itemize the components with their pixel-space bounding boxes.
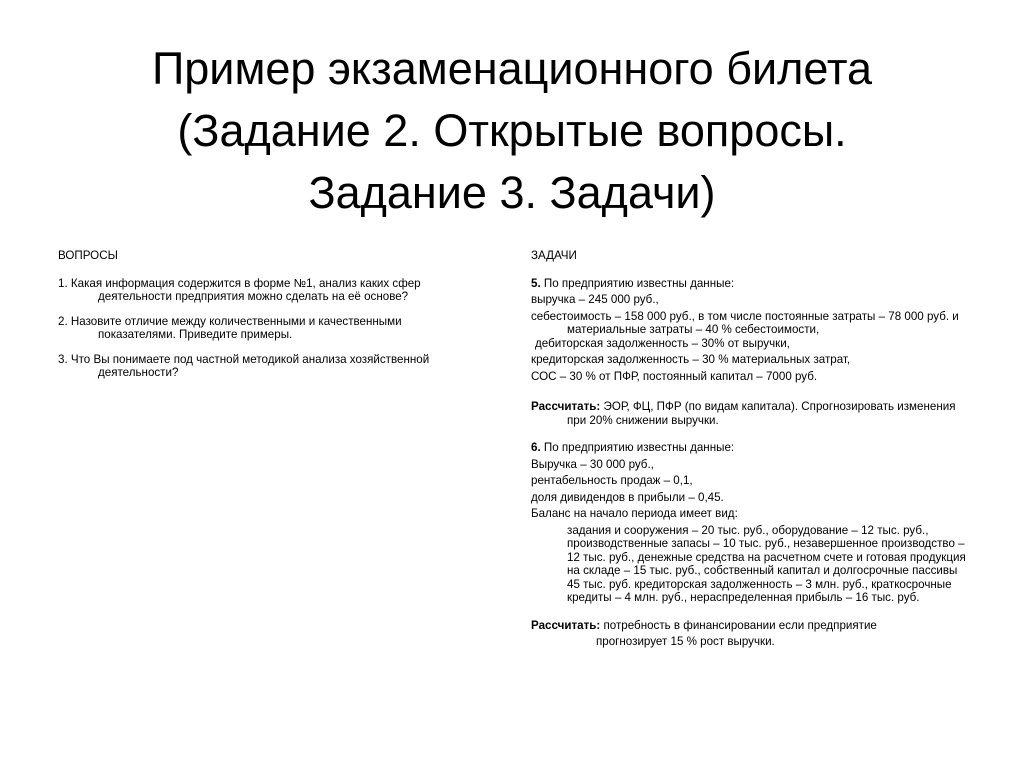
task-5-line: кредиторская задолженность – 30 % материальных затрат, [531,353,851,366]
tasks-column [531,249,971,649]
tasks-header: ЗАДАЧИ [531,249,577,262]
title-line-3: Задание 3. Задачи) [308,167,716,218]
task-5-number: 5. [531,276,541,290]
task-5-calc [531,400,971,427]
task-5-calc-label: Рассчитать: [531,400,601,413]
task-5-line: СОС – 30 % от ПФР, постоянный капитал – 7000 руб. [531,369,818,383]
task-5-intro-text: По предприятию известны данные: [540,276,735,290]
task-6-line: Баланс на начало периода имеет вид: [531,507,738,520]
slide-title [40,38,984,224]
task-6-intro-text: По предприятию известны данные: [540,441,735,454]
task-6-calc-continued: прогнозирует 15 % рост выручки. [596,635,775,648]
questions-column [58,249,458,380]
task-6-line: рентабельность продаж – 0,1, [531,474,693,487]
question-3: 3. Что Вы понимаете под частной методикой анализа хозяйственной деятельности? [58,352,430,379]
question-2: 2. Назовите отличие между количественными и качественными показателями. Приведите примеры. [58,314,402,341]
task-6-calc-label: Рассчитать: [531,618,601,632]
task-6-calc [531,619,971,633]
task-6-line: Выручка – 30 000 руб., [531,457,654,471]
task-5-line: дебиторская задолженность – 30% от выручки, [535,336,790,350]
questions-header: ВОПРОСЫ [58,249,118,262]
task-5-calc-text: ЭОР, ФЦ, ПФР (по видам капитала). Спрогнозировать изменения при 20% снижении выручки. [567,400,956,427]
question-1: 1. Какая информация содержится в форме №1, анализ каких сфер деятельности предприятия можно сделать на её основе? [58,276,421,303]
task-6-intro [531,441,971,455]
title-line-2: (Задание 2. Открытые вопросы. [177,105,847,156]
task-6-line: доля дивидендов в прибыли – 0,45. [531,490,724,504]
task-6-number: 6. [531,441,541,454]
task-5-line: выручка – 245 000 руб., [531,293,659,306]
title-line-1: Пример экзаменационного билета [151,43,873,94]
task-5-line: себестоимость – 158 000 руб., в том числе постоянные затраты – 78 000 руб. и материальные затраты – 40 % себестоимости, [531,309,959,336]
task-6-balance: задания и сооружения – 20 тыс. руб., оборудование – 12 тыс. руб., производственные запасы – 10 тыс. руб., незавершенное производство – 12 тыс. руб., денежные средства на расчетном счете и готовая продукция на складе – 15 тыс. руб., собственный капитал и долгосрочные пассивы 45 тыс. руб. кредиторская задолженность – 3 млн. руб., краткосрочные кредиты – 4 млн. руб., нераспределенная прибыль – 16 тыс. руб. [567,523,966,604]
task-5-intro [531,277,971,291]
task-6-calc-text: потребность в финансировании если предприятие [600,618,877,632]
